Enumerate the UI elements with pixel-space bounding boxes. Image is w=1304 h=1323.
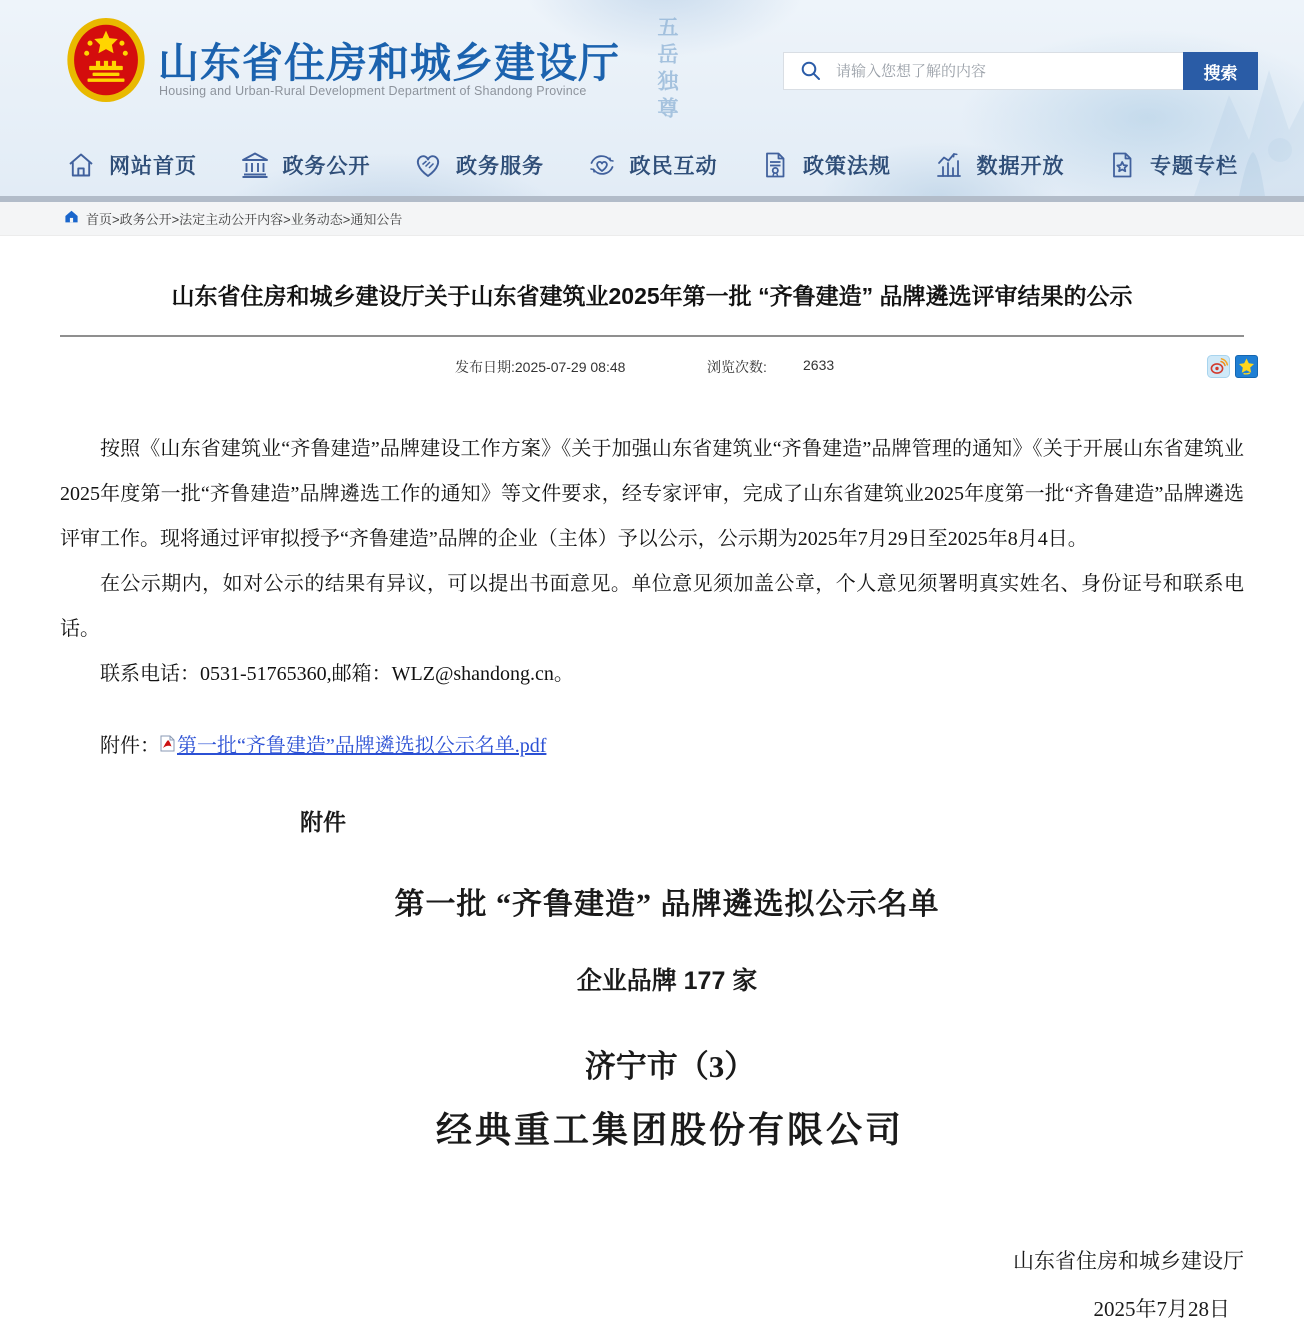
bar-chart-icon: [934, 150, 964, 180]
views-label: 浏览次数:: [707, 359, 767, 375]
nav-item-gov-disclosure[interactable]: [240, 150, 371, 180]
nav-label: 专题专栏: [1150, 155, 1238, 178]
home-icon: [66, 150, 96, 180]
qzone-share-icon[interactable]: [1235, 355, 1258, 378]
article-body: [60, 427, 1244, 697]
preview-subtitle: 企业品牌 177 家: [576, 967, 758, 995]
paragraph: 联系电话：0531-51765360,邮箱：WLZ@shandong.cn。: [100, 663, 574, 685]
nav-label: 政务服务: [456, 155, 544, 178]
article-title: 山东省住房和城乡建设厅关于山东省建筑业2025年第一批 “齐鲁建造” 品牌遴选评审结果的公示: [171, 283, 1133, 309]
site-subtitle: Housing and Urban-Rural Development Department of Shandong Province: [159, 84, 587, 98]
weibo-share-icon[interactable]: [1207, 355, 1230, 378]
search-button[interactable]: 搜索: [1183, 52, 1258, 90]
views-count: 2633: [803, 357, 835, 373]
nav-label: 数据开放: [976, 155, 1065, 178]
nav-item-gov-services[interactable]: [413, 150, 544, 180]
search-box: [783, 52, 1258, 90]
nav-label: 政策法规: [803, 155, 891, 178]
national-emblem-logo: [64, 15, 148, 110]
attachment-label: 附件：: [100, 735, 160, 757]
search-icon: [800, 60, 822, 82]
star-document-icon: [1107, 150, 1137, 180]
attachment-row: [60, 729, 1244, 758]
title-rule: [60, 335, 1244, 337]
signature-date: 2025年7月28日: [1093, 1297, 1230, 1321]
preview-doc-title: 第一批 “齐鲁建造” 品牌遴选拟公示名单: [394, 888, 940, 921]
interaction-heart-icon: [587, 150, 617, 180]
article-content: [0, 278, 1304, 1323]
government-building-icon: [240, 150, 270, 180]
decorative-artwork-text: 五岳独尊: [655, 16, 679, 124]
signature-department: 山东省住房和城乡建设厅: [1013, 1249, 1244, 1273]
nav-item-policies[interactable]: [760, 150, 891, 180]
preview-city-group: 济宁市（3）: [584, 1049, 756, 1084]
nav-label: 政务公开: [282, 155, 371, 178]
paragraph: 在公示期内，如对公示的结果有异议，可以提出书面意见。单位意见须加盖公章，个人意见须署明真实姓名、身份证号和联系电话。: [60, 573, 1244, 640]
policy-document-icon: [760, 150, 790, 180]
search-input[interactable]: [836, 53, 1183, 89]
attachment-link[interactable]: [160, 729, 546, 758]
breadcrumb: [0, 202, 1304, 236]
nav-item-home[interactable]: [66, 150, 197, 180]
nav-label: 网站首页: [109, 155, 197, 178]
attachment-link-text: 第一批“齐鲁建造”品牌遴选拟公示名单.pdf: [177, 735, 547, 757]
preview-company-name: 经典重工集团股份有限公司: [435, 1110, 904, 1150]
handshake-heart-icon: [413, 150, 443, 180]
paragraph: 按照《山东省建筑业“齐鲁建造”品牌建设工作方案》《关于加强山东省建筑业“齐鲁建造”品牌管理的通知》《关于开展山东省建筑业2025年度第一批“齐鲁建造”品牌遴选工作的通知》等文件要求，经专家评审，完成了山东省建筑业2025年度第一批“齐鲁建造”品牌遴选评审工作。现将通过评审拟授予“齐鲁建造”品牌的企业（主体）予以公示，公示期为2025年7月29日至2025年8月4日。: [60, 438, 1244, 550]
nav-item-special-columns[interactable]: [1107, 150, 1238, 180]
main-nav: [0, 140, 1304, 196]
share-icons: [1207, 355, 1258, 378]
site-header: [0, 0, 1304, 196]
pdf-icon: [160, 735, 175, 752]
nav-item-open-data[interactable]: [934, 150, 1065, 180]
nav-label: 政民互动: [629, 155, 718, 178]
breadcrumb-path[interactable]: 首页>政务公开>法定主动公开内容>业务动态>通知公告: [86, 212, 403, 227]
site-title: 山东省住房和城乡建设厅: [158, 40, 620, 86]
attachment-preview: [60, 804, 1244, 1323]
preview-heading: 附件: [300, 809, 346, 835]
publish-date: 发布日期:2025-07-29 08:48: [455, 359, 626, 375]
nav-item-public-interaction[interactable]: [587, 150, 718, 180]
breadcrumb-home-icon: [64, 209, 79, 229]
article-meta: [60, 357, 1244, 381]
